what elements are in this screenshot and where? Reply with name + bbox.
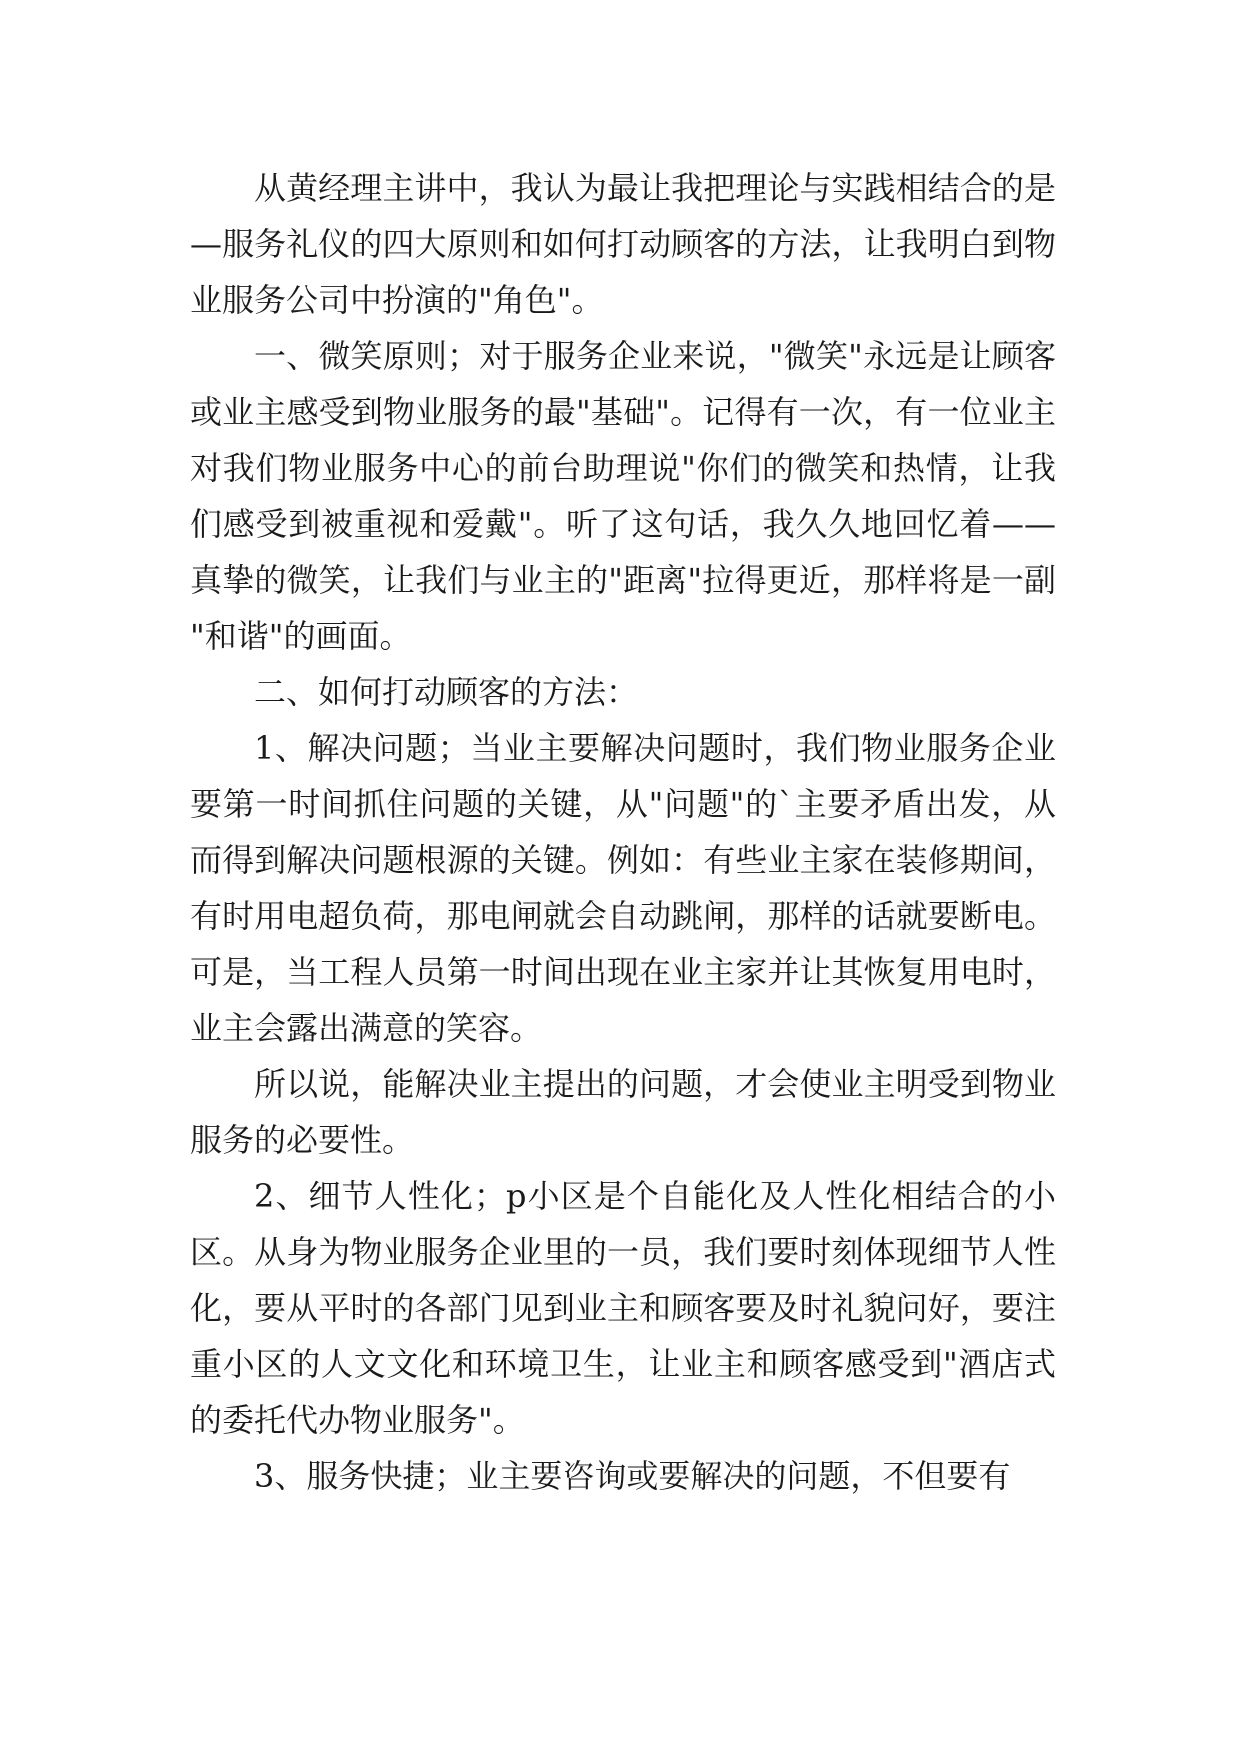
paragraph-solve-problems: 1、解决问题；当业主要解决问题时，我们物业服务企业要第一时间抓住问题的关键，从"问题"的`主要矛盾出发，从而得到解决问题根源的关键。例如：有些业主家在装修期间，有时用电超负荷，那电闸就会自动跳闸，那样的话就要断电。可是，当工程人员第一时间出现在业主家并让其恢复用电时，业主会露出满意的笑容。	[190, 729, 1056, 1047]
paragraph-detail-humanization: 2、细节人性化；p小区是个自能化及人性化相结合的小区。从身为物业服务企业里的一员，我们要时刻体现细节人性化，要从平时的各部门见到业主和顾客要及时礼貌问好，要注重小区的人文文化和环境卫生，让业主和顾客感受到"酒店式的委托代办物业服务"。	[190, 1177, 1056, 1439]
paragraph-fast-service: 3、服务快捷；业主要咨询或要解决的问题，不但要有	[254, 1457, 1011, 1495]
document-body	[190, 160, 1056, 1504]
paragraph-section-two-heading: 二、如何打动顾客的方法：	[254, 673, 639, 711]
paragraph-conclusion: 所以说，能解决业主提出的问题，才会使业主明受到物业服务的必要性。	[190, 1065, 1056, 1159]
paragraph-intro: 从黄经理主讲中，我认为最让我把理论与实践相结合的是—服务礼仪的四大原则和如何打动顾客的方法，让我明白到物业服务公司中扮演的"角色"。	[190, 169, 1056, 319]
paragraph-smile-principle: 一、微笑原则；对于服务企业来说，"微笑"永远是让顾客或业主感受到物业服务的最"基础"。记得有一次，有一位业主对我们物业服务中心的前台助理说"你们的微笑和热情，让我们感受到被重视和爱戴"。听了这句话，我久久地回忆着——真挚的微笑，让我们与业主的"距离"拉得更近，那样将是一副"和谐"的画面。	[190, 337, 1056, 655]
